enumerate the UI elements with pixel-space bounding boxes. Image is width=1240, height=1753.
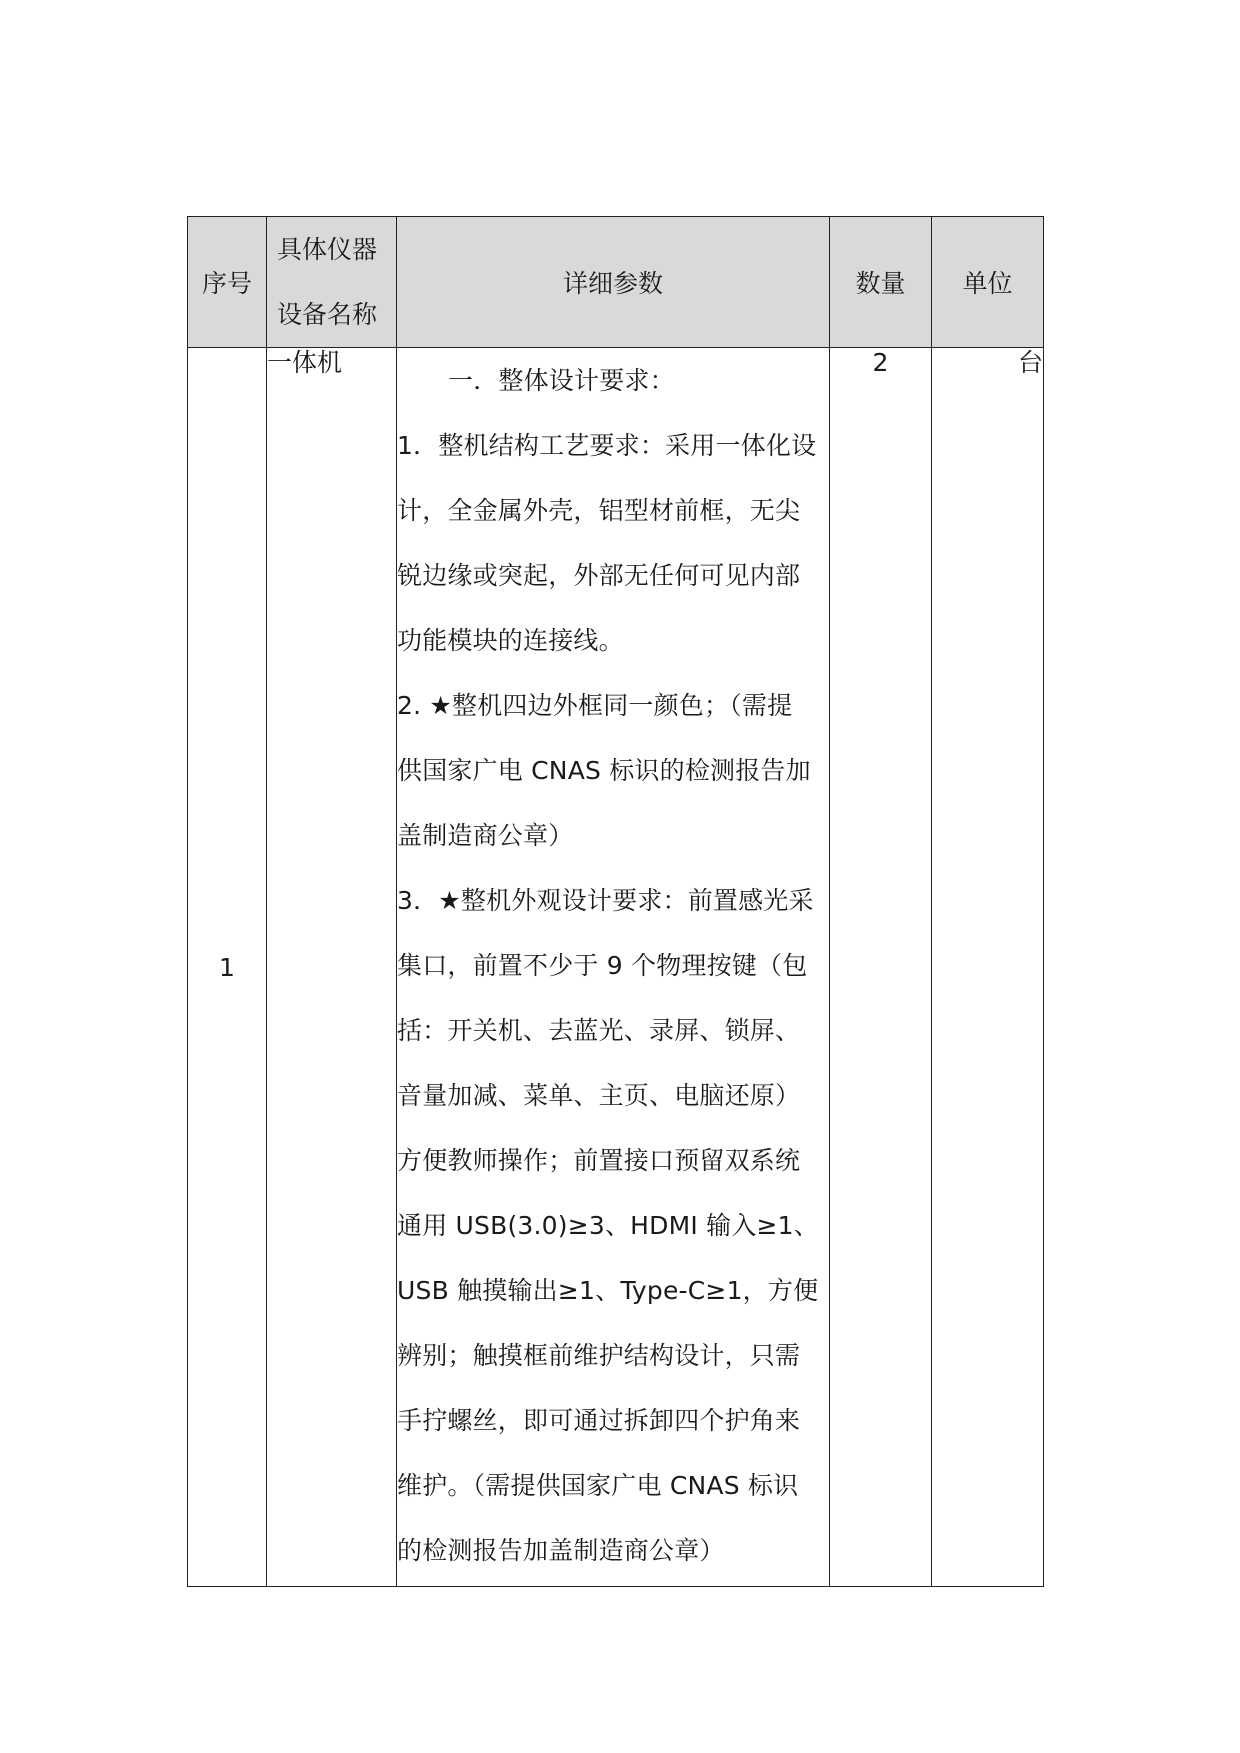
cell-unit: 台 (932, 348, 1044, 1587)
param-line: 供国家广电 CNAS 标识的检测报告加 (397, 756, 811, 785)
param-line: 3．★整机外观设计要求：前置感光采 (397, 886, 814, 915)
cell-detailed-params (397, 348, 830, 1587)
equipment-spec-table (187, 216, 1044, 1587)
header-detailed-params: 详细参数 (397, 217, 830, 348)
param-line: 一．整体设计要求： (448, 366, 675, 395)
param-line: USB 触摸输出≥1、Type-C≥1，方便 (397, 1276, 819, 1305)
param-line: 盖制造商公章） (397, 821, 574, 850)
param-line: 括：开关机、去蓝光、录屏、锁屏、 (397, 1016, 801, 1045)
param-line: 维护。（需提供国家广电 CNAS 标识 (397, 1471, 799, 1500)
header-unit: 单位 (932, 217, 1044, 348)
header-equipment-name-line2: 设备名称 (277, 300, 378, 329)
cell-equipment-name: 一体机 (267, 348, 397, 1587)
param-line: 通用 USB(3.0)≥3、HDMI 输入≥1、 (397, 1211, 819, 1240)
param-line: 锐边缘或突起，外部无任何可见内部 (397, 561, 801, 590)
param-line: 方便教师操作；前置接口预留双系统 (397, 1146, 801, 1175)
param-line: 的检测报告加盖制造商公章） (397, 1536, 725, 1565)
param-line: 手拧螺丝，即可通过拆卸四个护角来 (397, 1406, 801, 1435)
param-line: 2. ★整机四边外框同一颜色；（需提 (397, 691, 793, 720)
param-line: 1．整机结构工艺要求：采用一体化设 (397, 431, 817, 460)
header-quantity: 数量 (830, 217, 932, 348)
header-serial-number: 序号 (188, 217, 267, 348)
header-equipment-name (267, 217, 397, 348)
param-line: 计，全金属外壳，铝型材前框，无尖 (397, 496, 801, 525)
header-equipment-name-line1: 具体仪器 (277, 235, 378, 264)
cell-quantity: 2 (830, 348, 932, 1587)
param-line: 音量加减、菜单、主页、电脑还原） (397, 1081, 801, 1110)
param-line: 辨别；触摸框前维护结构设计，只需 (397, 1341, 801, 1370)
param-line: 功能模块的连接线。 (397, 626, 624, 655)
param-line: 集口，前置不少于 9 个物理按键（包 (397, 951, 808, 980)
table-header-row (188, 217, 1044, 348)
cell-serial-number: 1 (188, 348, 267, 1587)
table-row (188, 348, 1044, 1587)
